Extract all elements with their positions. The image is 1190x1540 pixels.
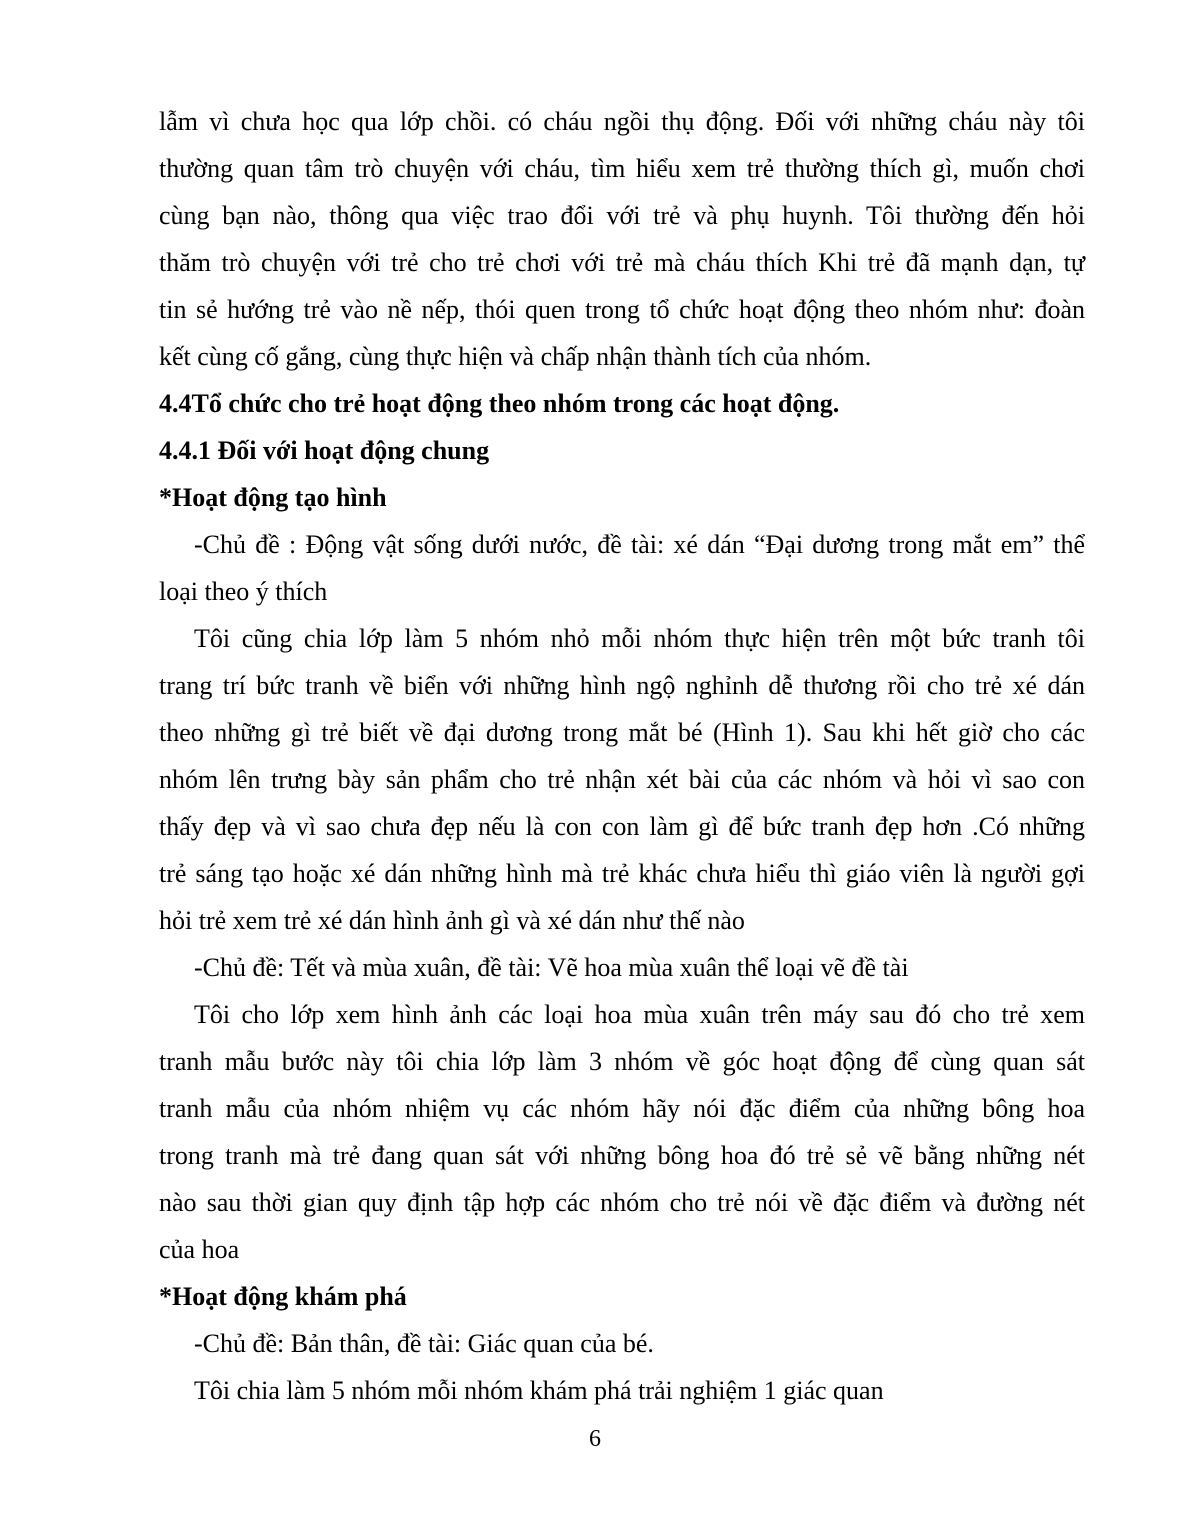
paragraph-line: tranh mẫu bước này tôi chia lớp làm 3 nhóm về góc hoạt động để cùng quan sát: [159, 1047, 1085, 1076]
subheading-kham-pha: *Hoạt động khám phá: [159, 1282, 407, 1311]
topic-ban-than: -Chủ đề: Bản thân, đề tài: Giác quan của bé.: [194, 1329, 654, 1358]
paragraph-line: trong tranh mà trẻ đang quan sát với những bông hoa đó trẻ sẻ vẽ bằng những nét: [159, 1141, 1085, 1170]
topic-tet: -Chủ đề: Tết và mùa xuân, đề tài: Vẽ hoa mùa xuân thể loại vẽ đề tài: [194, 953, 909, 982]
paragraph-line: hỏi trẻ xem trẻ xé dán hình ảnh gì và xé dán như thế nào: [159, 906, 745, 935]
subheading-tao-hinh: *Hoạt động tạo hình: [159, 483, 387, 512]
paragraph-xe-dan: [159, 615, 1085, 944]
paragraph-line: tin sẻ hướng trẻ vào nề nếp, thói quen trong tổ chức hoạt động theo nhóm như: đoàn: [159, 295, 1085, 324]
paragraph-intro: [159, 98, 1085, 380]
paragraph-giac-quan: Tôi chia làm 5 nhóm mỗi nhóm khám phá trải nghiệm 1 giác quan: [194, 1376, 884, 1405]
paragraph-line: theo những gì trẻ biết về đại dương trong mắt bé (Hình 1). Sau khi hết giờ cho các: [159, 718, 1085, 747]
paragraph-line: kết cùng cố gắng, cùng thực hiện và chấp nhận thành tích của nhóm.: [159, 342, 872, 371]
paragraph-line: thường quan tâm trò chuyện với cháu, tìm hiểu xem trẻ thường thích gì, muốn chơi: [159, 154, 1085, 183]
paragraph-line: nhóm lên trưng bày sản phẩm cho trẻ nhận xét bài của các nhóm và hỏi vì sao con: [159, 765, 1085, 794]
paragraph-line: của hoa: [159, 1235, 240, 1264]
paragraph-line: Tôi cho lớp xem hình ảnh các loại hoa mùa xuân trên máy sau đó cho trẻ xem: [194, 1000, 1085, 1029]
paragraph-line: trang trí bức tranh về biển với những hình ngộ nghỉnh dễ thương rồi cho trẻ xé dán: [159, 671, 1085, 700]
paragraph-line: nào sau thời gian quy định tập hợp các nhóm cho trẻ nói về đặc điểm và đường nét: [159, 1188, 1085, 1217]
topic-dong-vat: [159, 521, 1085, 615]
section-heading-4-4: 4.4Tổ chức cho trẻ hoạt động theo nhóm trong các hoạt động.: [159, 389, 840, 418]
paragraph-ve-hoa: [159, 991, 1085, 1273]
topic-line: loại theo ý thích: [159, 577, 328, 606]
paragraph-line: lẫm vì chưa học qua lớp chồi. có cháu ngồi thụ động. Đối với những cháu này tôi: [159, 107, 1085, 136]
paragraph-line: thấy đẹp và vì sao chưa đẹp nếu là con con làm gì để bức tranh đẹp hơn .Có những: [159, 812, 1085, 841]
paragraph-line: tranh mẫu của nhóm nhiệm vụ các nhóm hãy nói đặc điểm của những bông hoa: [159, 1094, 1085, 1123]
section-heading-4-4-1: 4.4.1 Đối với hoạt động chung: [159, 436, 490, 465]
page-number: 6: [589, 1426, 601, 1452]
topic-line: -Chủ đề : Động vật sống dưới nước, đề tài: xé dán “Đại dương trong mắt em” thể: [194, 530, 1085, 559]
paragraph-line: cùng bạn nào, thông qua việc trao đổi với trẻ và phụ huynh. Tôi thường đến hỏi: [159, 201, 1085, 230]
paragraph-line: thăm trò chuyện với trẻ cho trẻ chơi với trẻ mà cháu thích Khi trẻ đã mạnh dạn, tự: [159, 248, 1085, 277]
paragraph-line: trẻ sáng tạo hoặc xé dán những hình mà trẻ khác chưa hiểu thì giáo viên là người gợi: [159, 859, 1085, 888]
document-page: [159, 98, 1085, 1414]
paragraph-line: Tôi cũng chia lớp làm 5 nhóm nhỏ mỗi nhóm thực hiện trên một bức tranh tôi: [194, 624, 1085, 653]
